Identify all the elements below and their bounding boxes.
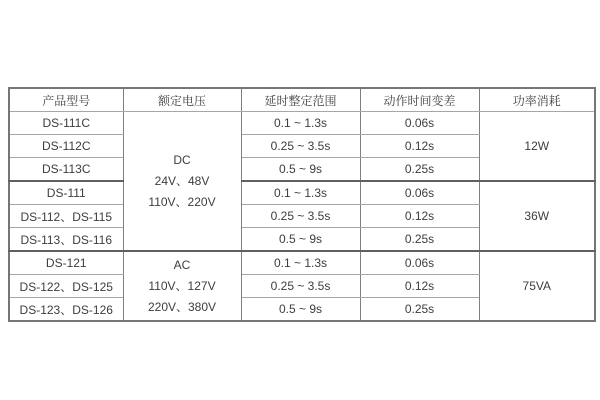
model-cell: DS-112C [9, 135, 123, 158]
delay-range-cell: 0.1 ~ 1.3s [241, 112, 360, 135]
voltage-line-high: 110V、220V [148, 194, 216, 209]
delay-range-cell: 0.25 ~ 3.5s [241, 135, 360, 158]
delay-range-cell: 0.5 ~ 9s [241, 158, 360, 182]
model-cell: DS-113C [9, 158, 123, 182]
variation-cell: 0.12s [360, 135, 479, 158]
variation-cell: 0.25s [360, 228, 479, 252]
variation-cell: 0.06s [360, 181, 479, 205]
voltage-cell-dc [123, 112, 241, 252]
model-cell: DS-111C [9, 112, 123, 135]
col-header-delay-setting-range: 延时整定范围 [241, 88, 360, 112]
voltage-line-high: 220V、380V [147, 299, 217, 314]
col-header-power-consumption: 功率消耗 [479, 88, 595, 112]
voltage-cell-ac [123, 251, 241, 321]
power-cell-12w: 12W [479, 112, 595, 182]
power-cell-36w: 36W [479, 181, 595, 251]
model-cell: DS-122、DS-125 [9, 275, 123, 298]
col-header-rated-voltage: 额定电压 [123, 88, 241, 112]
model-cell: DS-121 [9, 251, 123, 275]
table-row [9, 251, 595, 275]
table-row [9, 112, 595, 135]
variation-cell: 0.06s [360, 251, 479, 275]
voltage-line-type: DC [173, 152, 191, 167]
variation-cell: 0.12s [360, 205, 479, 228]
delay-range-cell: 0.25 ~ 3.5s [241, 275, 360, 298]
delay-range-cell: 0.25 ~ 3.5s [241, 205, 360, 228]
delay-range-cell: 0.5 ~ 9s [241, 298, 360, 322]
voltage-line-low: 110V、127V [148, 278, 216, 293]
product-spec-table [8, 87, 596, 322]
col-header-product-model: 产品型号 [9, 88, 123, 112]
delay-range-cell: 0.1 ~ 1.3s [241, 181, 360, 205]
table-row [9, 181, 595, 205]
header-row [9, 88, 595, 112]
delay-range-cell: 0.1 ~ 1.3s [241, 251, 360, 275]
voltage-line-type: AC [173, 257, 191, 272]
power-cell-75va: 75VA [479, 251, 595, 321]
variation-cell: 0.25s [360, 298, 479, 322]
voltage-line-low: 24V、48V [154, 173, 210, 188]
col-header-action-time-variation: 动作时间变差 [360, 88, 479, 112]
delay-range-cell: 0.5 ~ 9s [241, 228, 360, 252]
variation-cell: 0.25s [360, 158, 479, 182]
variation-cell: 0.12s [360, 275, 479, 298]
model-cell: DS-111 [9, 181, 123, 205]
model-cell: DS-113、DS-116 [9, 228, 123, 252]
variation-cell: 0.06s [360, 112, 479, 135]
model-cell: DS-112、DS-115 [9, 205, 123, 228]
model-cell: DS-123、DS-126 [9, 298, 123, 322]
